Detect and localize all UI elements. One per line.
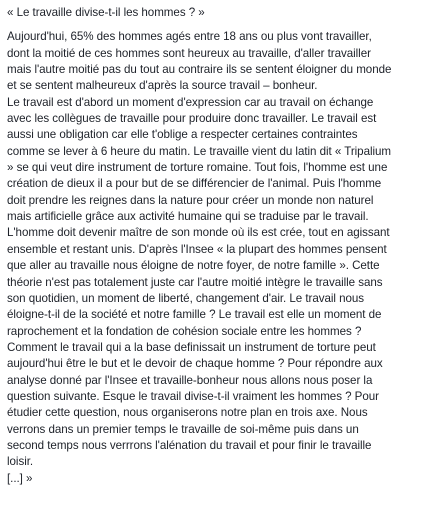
text-line: Comment le travail qui a la base definissait un instrument de torture peut — [7, 340, 376, 354]
text-line: mais artificielle grâce aux activité humaine qui se traduise par le travail. — [7, 210, 369, 224]
text-line: son quotidien, un moment de liberté, changement d'air. Le travail nous — [7, 291, 365, 305]
text-line: Le travail est d'abord un moment d'expression car au travail on échange — [7, 95, 374, 109]
text-line: raprochement et la fondation de cohésion sociale entre les hommes ? — [7, 324, 362, 338]
text-line: analyse donné par l'Insee et travaille-bonheur nous allons nous poser la — [7, 373, 373, 387]
text-line: » se qui veut dire instrument de torture romaine. Tout fois, l'homme est une — [7, 161, 388, 175]
document-title: « Le travaille divise-t-il les hommes ? » — [7, 6, 205, 19]
text-line: étudier cette question, nous organiserons notre plan en trois axe. Nous — [7, 406, 368, 420]
text-line: éloigne-t-il de la société et notre famille ? Le travail est elle un moment de — [7, 308, 382, 322]
text-line: aujourd'hui être le but et le devoir de chaque homme ? Pour répondre aux — [7, 357, 383, 371]
text-line: Aujourd'hui, 65% des hommes agés entre 18 ans ou plus vont travailler, — [7, 30, 372, 44]
text-line: aussi une obligation car elle t'oblige a respecter certaines contraintes — [7, 128, 358, 142]
text-line: loisir. — [7, 455, 34, 469]
text-line: mais l'autre moitié pas du tout au contraire ils se sentent éloigner du monde — [7, 63, 392, 77]
text-line: second temps nous verrrons l'alénation du travail et pour finir le travaille — [7, 438, 372, 452]
text-line: dont la moitié de ces hommes sont heureux au travaille, d'aller travailler — [7, 46, 371, 60]
text-line: [...] » — [7, 471, 33, 485]
text-line: que aller au travaille nous éloigne de notre foyer, de notre famille ». Cette — [7, 259, 380, 273]
text-line: ensemble et restant unis. D'après l'Insee « la plupart des hommes pensent — [7, 242, 387, 256]
document-body — [7, 5, 439, 487]
text-line: doit prendre les reignes dans la nature pour créer un monde non naturel — [7, 193, 374, 207]
text-line: création de dieux il a pour but de se différencier de l'animal. Puis l'homme — [7, 177, 382, 191]
text-line: théorie n'est pas totalement juste car l'autre moitié intègre le travaille sans — [7, 275, 383, 289]
text-line: question suivante. Esque le travail divise-t-il vraiment les hommes ? Pour — [7, 389, 379, 403]
text-line: L'homme doit devenir maître de son monde où ils est crée, tout en agissant — [7, 226, 390, 240]
text-line: et se sentent malheureux d'après la source travail – bonheur. — [7, 79, 318, 93]
text-line: comme se lever à 6 heure du matin. Le travaille vient du latin dit « Tripalium — [7, 144, 392, 158]
text-line: verrons dans un premier temps le travaille de soi-même puis dans un — [7, 422, 359, 436]
text-line: avec les collègues de travaille pour produire donc travailler. Le travail est — [7, 112, 377, 126]
